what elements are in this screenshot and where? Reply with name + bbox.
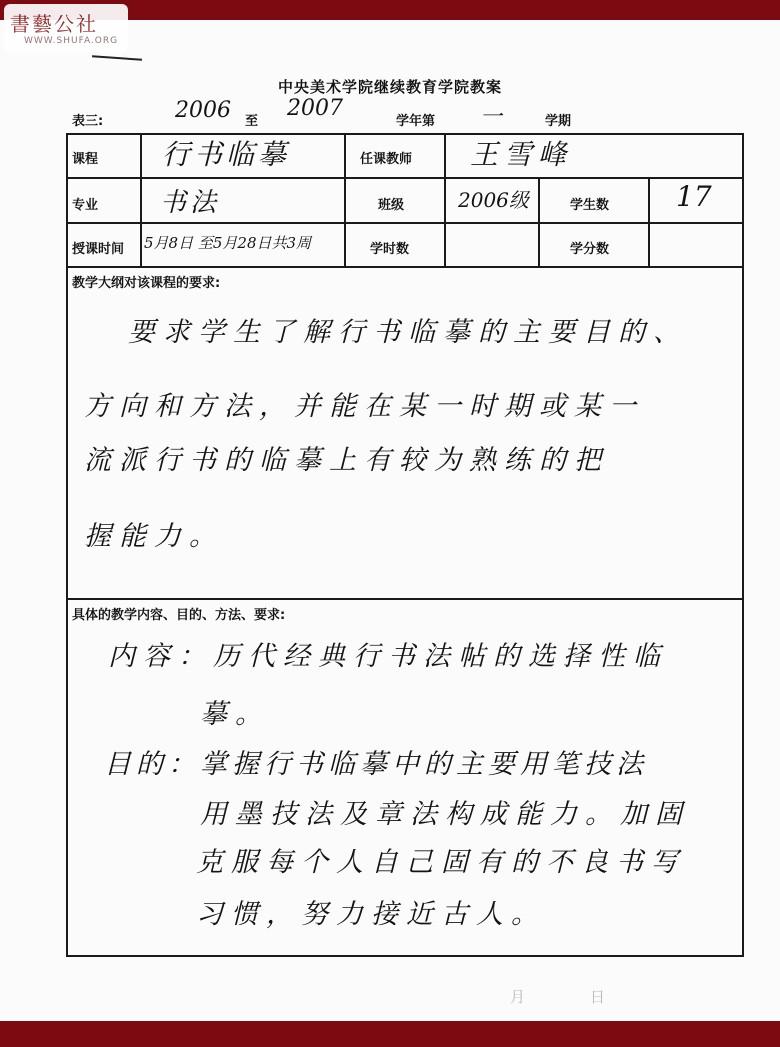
watermark-url: WWW.SHUFA.ORG [24, 36, 119, 46]
month-label: 月 [510, 988, 526, 1006]
year-separator: 至 [245, 114, 259, 129]
requirements-line: 要求学生了解行书临摹的主要目的、 [128, 317, 688, 348]
requirements-label: 教学大纲对该课程的要求: [72, 276, 221, 291]
semester-value: 一 [480, 105, 503, 130]
content-line: 摹。 [200, 699, 270, 730]
row-divider [66, 222, 744, 224]
course-label: 课程 [72, 152, 99, 167]
content-line: 内容：历代经典行书法帖的选择性临 [108, 641, 668, 672]
content-line: 习惯，努力接近古人。 [196, 899, 546, 930]
time-value: 5月8日 至5月28日共3周 [144, 234, 312, 252]
document-title: 中央美术学院继续教育学院教案 [277, 78, 502, 96]
year-start: 2006 [175, 98, 231, 123]
content-label: 具体的教学内容、目的、方法、要求: [72, 608, 286, 623]
watermark-logo [4, 4, 128, 52]
time-label: 授课时间 [72, 242, 125, 257]
col-divider [444, 133, 446, 266]
requirements-line: 握能力。 [84, 521, 224, 552]
col-divider [140, 133, 142, 266]
requirements-line: 流派行书的临摹上有较为熟练的把 [84, 445, 609, 476]
credits-label: 学分数 [570, 242, 610, 257]
teacher-value: 王雪峰 [470, 138, 573, 171]
requirements-line: 方向和方法，并能在某一时期或某一 [84, 391, 644, 422]
hours-label: 学时数 [370, 242, 410, 257]
class-value: 2006级 [458, 188, 529, 212]
content-line: 用墨技法及章法构成能力。加固 [200, 799, 690, 830]
day-label: 日 [590, 988, 606, 1006]
col-divider [648, 177, 650, 266]
major-value: 书法 [160, 188, 221, 218]
content-line: 克服每个人自己固有的不良书写 [196, 847, 686, 878]
school-year-label: 学年第 [396, 114, 436, 129]
semester-label: 学期 [545, 114, 572, 129]
document-page [0, 20, 780, 1021]
row-divider [66, 177, 744, 179]
watermark-title: 書藝公社 [10, 12, 98, 36]
col-divider [538, 177, 540, 266]
students-value: 17 [676, 180, 712, 213]
col-divider [344, 133, 346, 266]
course-value: 行书临摹 [162, 138, 291, 171]
class-label: 班级 [378, 198, 405, 213]
content-line: 目的：掌握行书临摹中的主要用笔技法 [104, 749, 648, 780]
table-number-label: 表三: [72, 114, 104, 129]
major-label: 专业 [72, 198, 99, 213]
row-divider [66, 598, 744, 600]
row-divider [66, 266, 744, 268]
year-end: 2007 [287, 96, 343, 121]
teacher-label: 任课教师 [360, 152, 413, 167]
bottom-frame-bar [0, 1021, 780, 1047]
students-label: 学生数 [570, 198, 610, 213]
